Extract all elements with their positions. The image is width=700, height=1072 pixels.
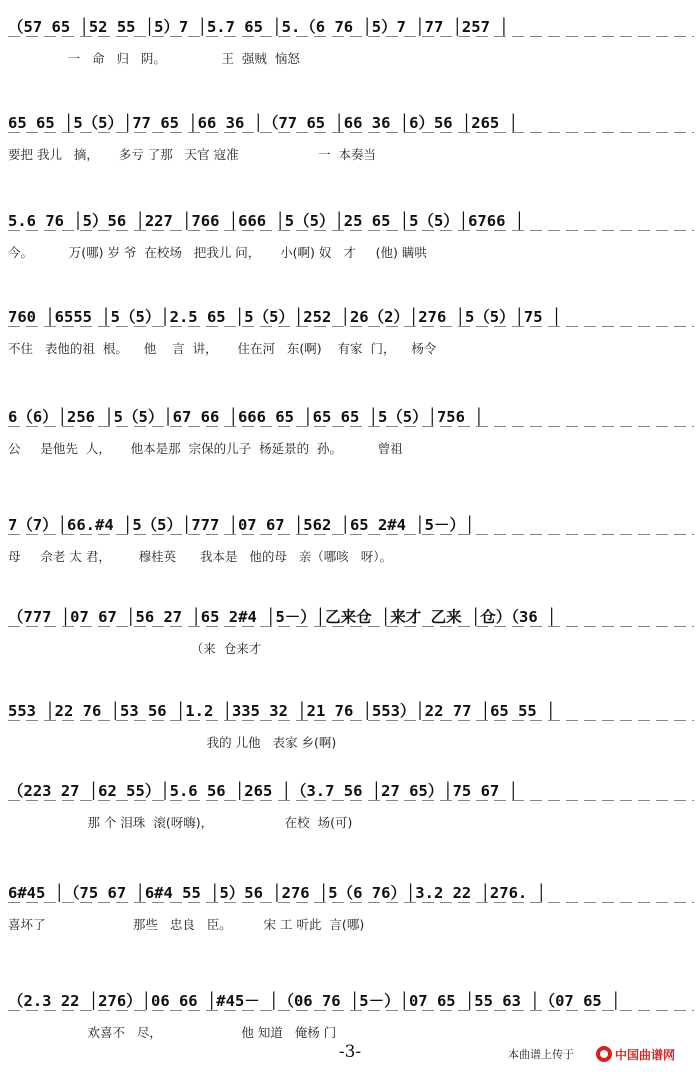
lyrics-line: 要把 我儿 摘， 多亏 了那 天官 寇准 一 本奏当	[8, 147, 377, 162]
notation-line: 5.6 76 │5）56 │227 │766 │666 │5（5）│25 65 │5（5）│6766 │	[8, 208, 694, 234]
lyrics-line: 那 个 泪珠 滚(呀嗨)， 在校 场(可)	[8, 815, 353, 830]
notation-line: 65 65 │5（5）│77 65 │66 36 │（77 65 │66 36 │6）56 │265 │	[8, 110, 694, 136]
lyrics-line: 今。 万(哪) 岁 爷 在校场 把我儿 问， 小(啊) 奴 才 (他) 瞒哄	[8, 245, 427, 260]
site-name: 中国曲谱网	[615, 1047, 676, 1062]
site-logo-icon	[596, 1046, 612, 1062]
lyrics-line: 公 是他先 人， 他本是那 宗保的儿子 杨延景的 孙。 曾祖	[8, 441, 403, 456]
notation-line: 553 │22 76 │53 56 │1.2 │335 32 │21 76 │553）│22 77 │65 55 │	[8, 698, 694, 724]
lyrics-line: 母 佘老 太 君， 穆桂英 我本是 他的母 亲（哪咳 呀）。	[8, 549, 392, 564]
notation-line: （223 27 │62 55）│5.6 56 │265 │（3.7 56 │27 65）│75 67 │	[8, 778, 694, 804]
notation-line: 6（6）│256 │5（5）│67 66 │666 65 │65 65 │5（5）│756 │	[8, 404, 694, 430]
percussion-sub-line: （来 仓来才	[8, 641, 262, 656]
notation-line: （57 65 │52 55 │5）7 │5.7 65 │5.（6 76 │5）7 │77 │257 │	[8, 14, 694, 40]
lyrics-line: 一 命 归 阴。 王 强贼 恼怒	[8, 51, 300, 66]
site-logo[interactable]	[596, 1042, 696, 1066]
lyrics-line: 我的 儿他 表家 乡(啊)	[8, 735, 337, 750]
page-number: -3-	[338, 1042, 362, 1062]
lyrics-line: 欢喜不 尽， 他 知道 俺杨 门	[8, 1025, 337, 1040]
notation-line: 760 │6555 │5（5）│2.5 65 │5（5）│252 │26（2）│276 │5（5）│75 │	[8, 304, 694, 330]
upload-credit: 本曲谱上传于	[508, 1048, 574, 1061]
notation-line: （2.3 22 │276）│06 66 │#45－ │（06 76 │5－）│07 65 │55 63 │（07 65 │	[8, 988, 694, 1014]
notation-line: （777 │07 67 │56 27 │65 2#4 │5－）│乙来仓 │来才 乙来 │仓）（36 │	[8, 604, 694, 630]
notation-line: 7（7）│66.#4 │5（5）│777 │07 67 │562 │65 2#4 │5－）│	[8, 512, 694, 538]
lyrics-line: 不住 表他的祖 根。 他 言 讲， 住在河 东(啊) 有家 门， 杨令	[8, 341, 437, 356]
notation-line: 6#45 │（75 67 │6#4 55 │5）56 │276 │5（6 76）│3.2 22 │276. │	[8, 880, 694, 906]
lyrics-line: 喜坏了 那些 忠良 臣。 宋 工 听此 言(哪)	[8, 917, 365, 932]
